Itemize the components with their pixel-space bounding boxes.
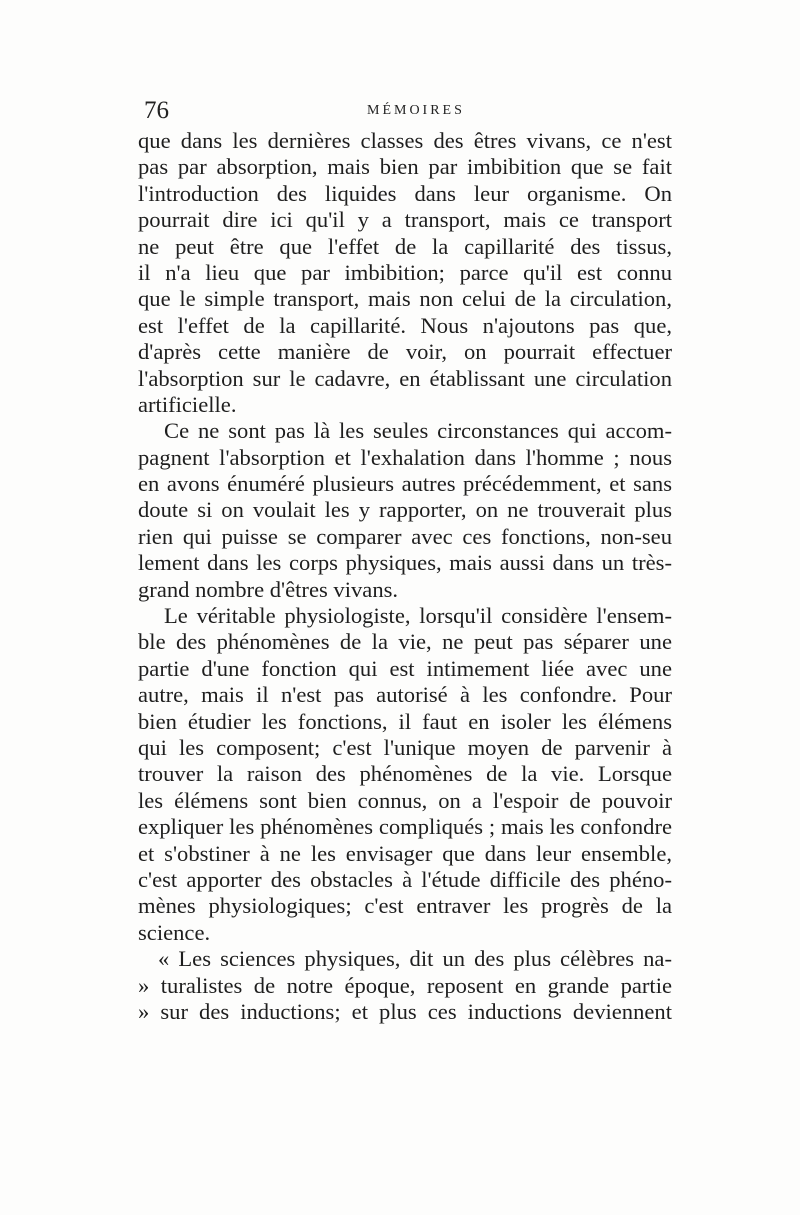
text-line: d'après cette manière de voir, on pourrait effectuer [138, 339, 672, 365]
text-line: mènes physiologiques; c'est entraver les progrès de la [138, 893, 672, 919]
text-line: qui les composent; c'est l'unique moyen de parvenir à [138, 734, 672, 760]
text-line: l'absorption sur le cadavre, en établissant une circulation [138, 365, 672, 391]
text-line: autre, mais il n'est pas autorisé à les confondre. Pour [138, 682, 672, 708]
text-line: « Les sciences physiques, dit un des plus célèbres na- [158, 946, 672, 972]
text-line: les élémens sont bien connus, on a l'espoir de pouvoir [138, 787, 672, 813]
text-line: il n'a lieu que par imbibition; parce qu'il est connu [138, 259, 672, 285]
text-line: ble des phénomènes de la vie, ne peut pas séparer une [138, 629, 672, 655]
text-line: » turalistes de notre époque, reposent en grande partie [138, 972, 672, 998]
text-line: pourrait dire ici qu'il y a transport, mais ce transport [138, 207, 672, 233]
text-line: lement dans les corps physiques, mais aussi dans un très- [138, 550, 672, 576]
text-line: bien étudier les fonctions, il faut en isoler les élémens [138, 708, 672, 734]
text-line: doute si on voulait les y rapporter, on ne trouverait plus [138, 497, 672, 523]
text-line: artificielle. [138, 391, 237, 417]
text-line: ne peut être que l'effet de la capillarité des tissus, [138, 233, 672, 259]
text-line: est l'effet de la capillarité. Nous n'ajoutons pas que, [138, 312, 672, 338]
text-line: » sur des inductions; et plus ces inductions deviennent [138, 998, 672, 1024]
text-line: que le simple transport, mais non celui de la circulation, [138, 286, 672, 312]
text-line: expliquer les phénomènes compliqués ; mais les confondre [138, 814, 672, 840]
text-line: rien qui puisse se comparer avec ces fonctions, non-seu [138, 523, 672, 549]
body-text [138, 128, 672, 1025]
text-line: l'introduction des liquides dans leur organisme. On [138, 180, 672, 206]
text-line: que dans les dernières classes des êtres vivans, ce n'est [138, 128, 672, 153]
text-line: pagnent l'absorption et l'exhalation dans l'homme ; nous [138, 444, 672, 470]
page-number: 76 [144, 97, 169, 124]
text-line: partie d'une fonction qui est intimement liée avec une [138, 655, 672, 681]
page-header [140, 96, 670, 126]
text-line: Le véritable physiologiste, lorsqu'il considère l'ensem- [164, 603, 672, 629]
text-line: science. [138, 919, 211, 945]
text-line: grand nombre d'êtres vivans. [138, 576, 399, 602]
text-line: en avons énuméré plusieurs autres précédemment, et sans [138, 471, 672, 497]
running-head: MÉMOIRES [367, 103, 465, 118]
text-line: pas par absorption, mais bien par imbibition que se fait [138, 154, 672, 180]
text-line: Ce ne sont pas là les seules circonstances qui accom- [164, 418, 672, 444]
text-line: c'est apporter des obstacles à l'étude difficile des phéno- [138, 866, 672, 892]
text-line: et s'obstiner à ne les envisager que dans leur ensemble, [138, 840, 672, 866]
text-line: trouver la raison des phénomènes de la vie. Lorsque [138, 761, 672, 787]
